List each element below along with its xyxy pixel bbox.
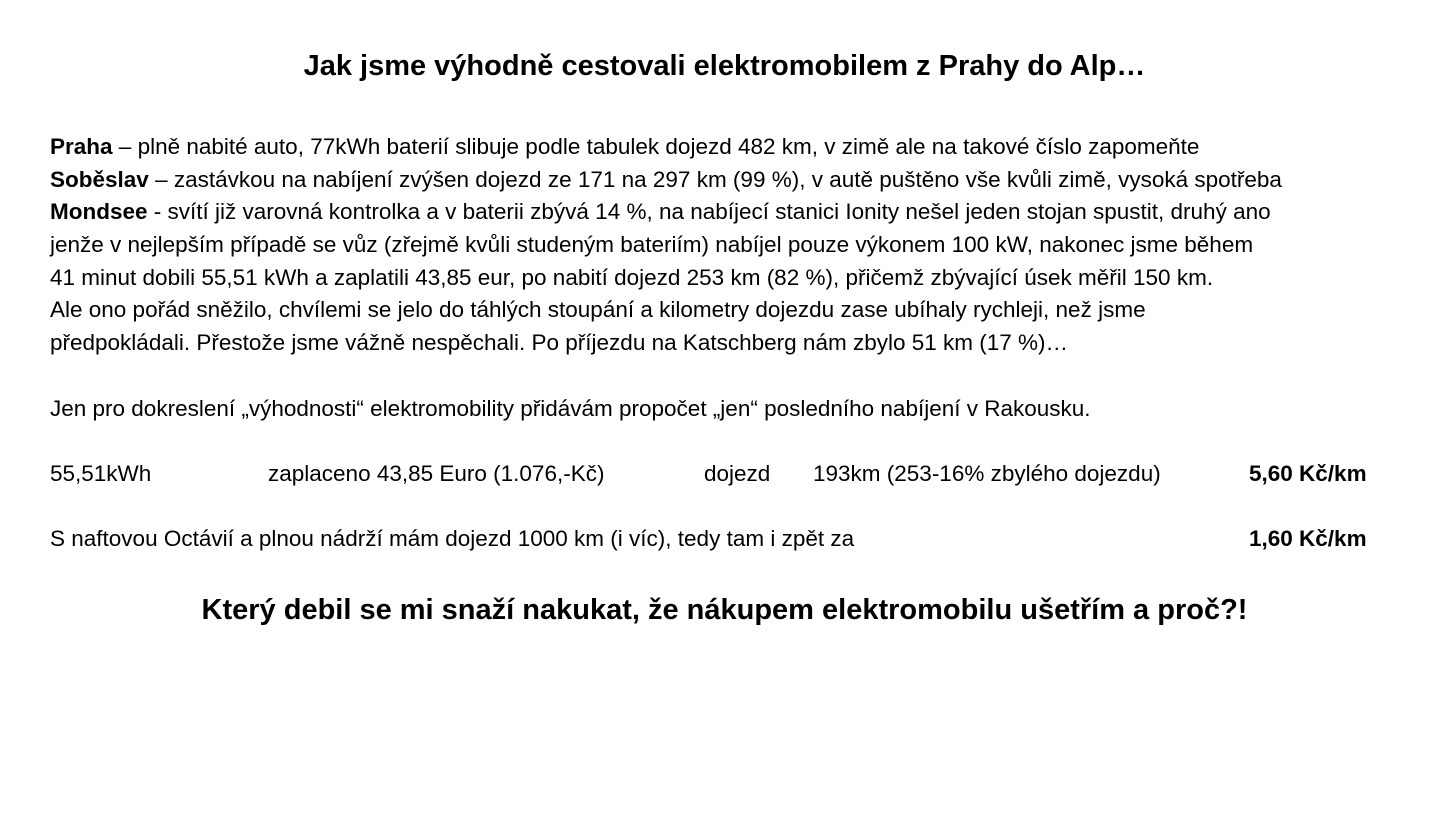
diesel-description: S naftovou Octávií a plnou nádrží mám dojezd 1000 km (i víc), tedy tam i zpět za bbox=[50, 526, 855, 552]
ev-cost-per-km: 5,60 Kč/km bbox=[1249, 460, 1367, 486]
page-title: Jak jsme výhodně cestovali elektromobilem z Prahy do Alp… bbox=[303, 50, 1146, 82]
calculation-intro: Jen pro dokreslení „výhodnosti“ elektromobility přidávám propočet „jen“ posledního nabíjení v Rakousku. bbox=[50, 395, 1091, 421]
closing-statement: Který debil se mi snaží nakukat, že nákupem elektromobilu ušetřím a proč?! bbox=[201, 594, 1248, 626]
ev-energy: 55,51kWh bbox=[50, 460, 152, 486]
stop-name: Soběslav bbox=[50, 166, 149, 192]
stop-name: Mondsee bbox=[50, 199, 148, 225]
stop-praha bbox=[50, 131, 1410, 164]
stop-mondsee bbox=[50, 196, 1410, 229]
stop-sobeslav bbox=[50, 164, 1410, 197]
stop-description: – plně nabité auto, 77kWh baterií slibuje podle tabulek dojezd 482 km, v zimě ale na takové číslo zapomeňte bbox=[112, 134, 1200, 159]
stop-description: - svítí již varovná kontrolka a v baterii zbývá 14 %, na nabíjecí stanici Ionity nešel jeden stojan spustit, druhý ano bbox=[147, 199, 1271, 225]
ev-cost-row bbox=[50, 458, 1410, 491]
blank-line bbox=[50, 360, 1410, 393]
diesel-cost-per-km: 1,60 Kč/km bbox=[1249, 526, 1367, 552]
paragraph-line: 41 minut dobili 55,51 kWh a zaplatili 43,85 eur, po nabití dojezd 253 km (82 %), přičemž zbývající úsek měřil 150 km. bbox=[50, 264, 1214, 290]
ev-range-value: 193km (253-16% zbylého dojezdu) bbox=[813, 460, 1161, 486]
ev-range-label: dojezd bbox=[704, 460, 771, 486]
blank-line bbox=[50, 425, 1410, 458]
paragraph-line: předpokládali. Přestože jsme vážně nespěchali. Po příjezdu na Katschberg nám zbylo 51 km (17 %)… bbox=[50, 330, 1069, 356]
article-body bbox=[50, 131, 1410, 556]
paragraph-line: jenže v nejlepším případě se vůz (zřejmě kvůli studeným bateriím) nabíjel pouze výkonem 100 kW, nakonec jsme během bbox=[50, 232, 1254, 258]
stop-name: Praha bbox=[50, 134, 113, 159]
stop-description: – zastávkou na nabíjení zvýšen dojezd ze 171 na 297 km (99 %), v autě puštěno vše kvůli zimě, vysoká spotřeba bbox=[148, 166, 1282, 192]
blank-line bbox=[50, 491, 1410, 524]
diesel-cost-row bbox=[50, 523, 1410, 556]
ev-paid: zaplaceno 43,85 Euro (1.076,-Kč) bbox=[268, 460, 605, 486]
paragraph-line: Ale ono pořád sněžilo, chvílemi se jelo do táhlých stoupání a kilometry dojezdu zase ubíhaly rychleji, než jsme bbox=[50, 297, 1146, 323]
